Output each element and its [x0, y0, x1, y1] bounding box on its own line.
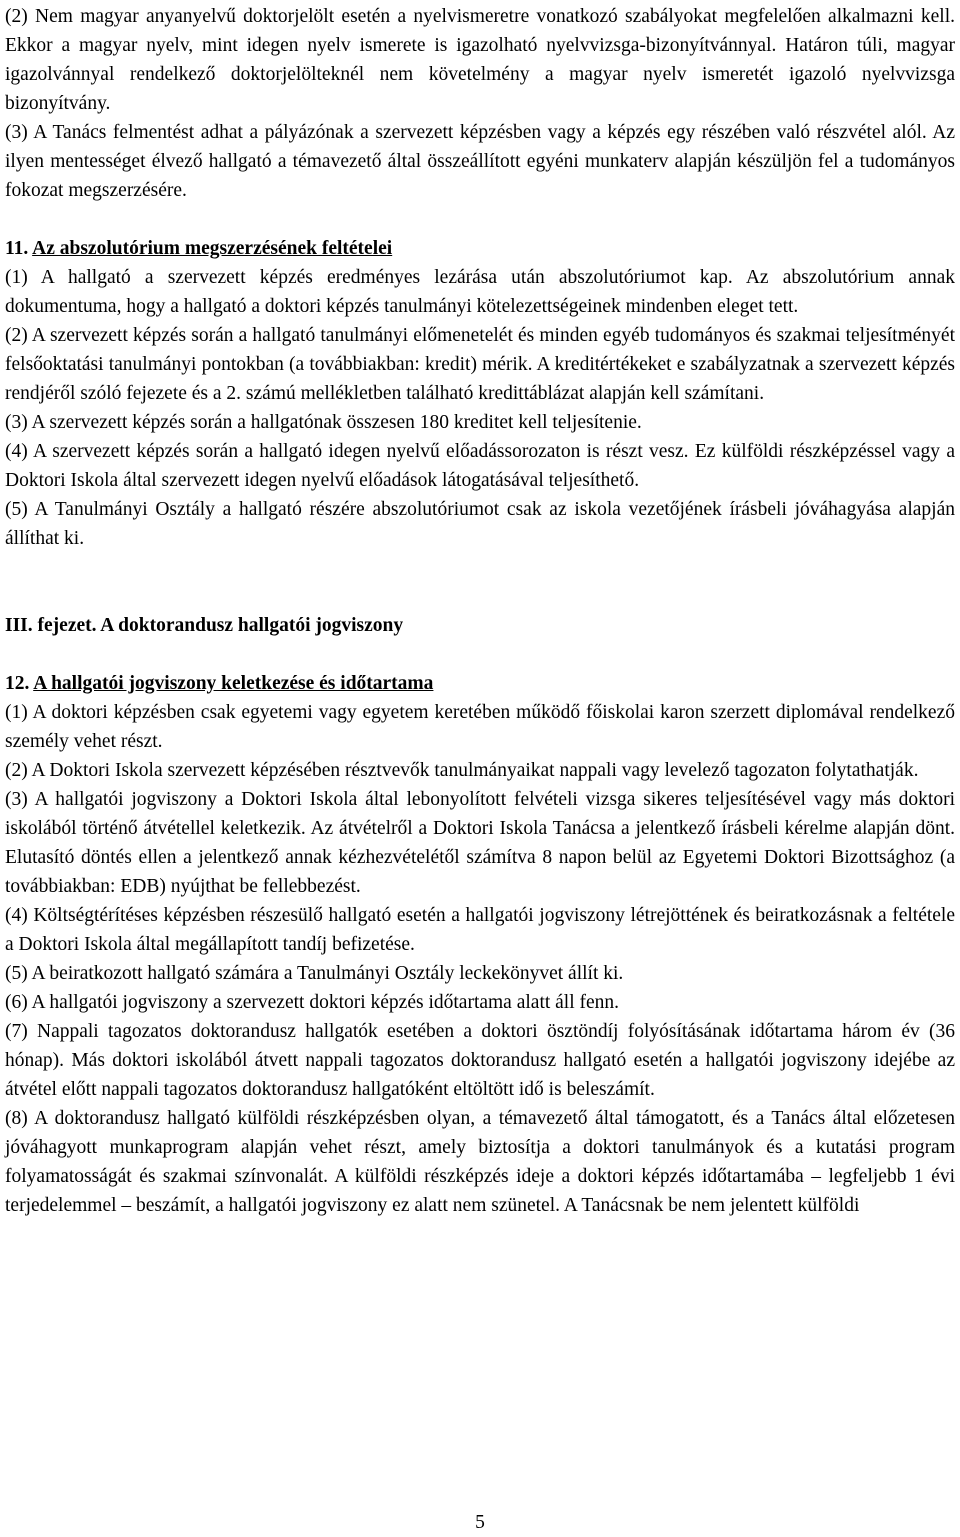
section-12-title: A hallgatói jogviszony keletkezése és időtartama: [33, 673, 434, 694]
chapter-heading: III. fejezet. A doktorandusz hallgatói jogviszony: [5, 615, 404, 636]
spacer: [5, 640, 955, 669]
section-12-paragraph-3: (3) A hallgatói jogviszony a Doktori Iskola által lebonyolított felvételi vizsga sikeres teljesítésével vagy más doktori iskolából történő átvétellel keletkezik. Az átvételről a Doktori Iskola Tanácsa a jelentkező írásbeli kérelme alapján dönt. Elutasító döntés ellen a jelentkező annak kézhezvételétől számítva 8 napon belül az Egyetemi Doktori Bizottsághoz (a továbbiakban: EDB) nyújthat be fellebbezést.: [5, 789, 955, 897]
document-page: [5, 2, 955, 1220]
section-11-heading: [5, 234, 955, 263]
section-11-number: 11.: [5, 238, 29, 259]
section-12-paragraph-7: (7) Nappali tagozatos doktorandusz hallgatók esetében a doktori ösztöndíj folyósításának időtartama három év (36 hónap). Más doktori iskolából átvett nappali tagozatos doktorandusz hallgató esetén a hallgatói jogviszony idejébe az átvétel előtt nappali tagozatos doktorandusz hallgatóként eltöltött idő is beleszámít.: [5, 1021, 955, 1100]
paragraph-language-rules: (2) Nem magyar anyanyelvű doktorjelölt esetén a nyelvismeretre vonatkozó szabályokat megfelelően alkalmazni kell. Ekkor a magyar nyelv, mint idegen nyelv ismerete is igazolható nyelvvizsga-bizonyítvánnyal. Határon túli, magyar igazolvánnyal rendelkező doktorjelölteknél nem követelmény a magyar nyelv ismeretét igazoló nyelvvizsga bizonyítvány.: [5, 6, 955, 114]
section-12-paragraph-6: (6) A hallgatói jogviszony a szervezett doktori képzés időtartama alatt áll fenn.: [5, 992, 620, 1013]
section-12-number: 12.: [5, 673, 30, 694]
section-12-paragraph-4: (4) Költségtérítéses képzésben részesülő hallgató esetén a hallgatói jogviszony létrejöttének és beiratkozásnak a feltétele a Doktori Iskola által megállapított tandíj befizetése.: [5, 905, 955, 955]
section-11-paragraph-5: (5) A Tanulmányi Osztály a hallgató részére abszolutóriumot csak az iskola vezetőjének írásbeli jóváhagyása alapján állíthat ki.: [5, 499, 955, 549]
paragraph-council-exemption: (3) A Tanács felmentést adhat a pályázónak a szervezett képzésben vagy a képzés egy részében való részvétel alól. Az ilyen mentességet élvező hallgató a témavezető által összeállított egyéni munkaterv alapján készüljön fel a tudományos fokozat megszerzésére.: [5, 122, 955, 201]
section-11-paragraph-4: (4) A szervezett képzés során a hallgató idegen nyelvű előadássorozaton is részt vesz. Ez külföldi részképzéssel vagy a Doktori Iskola által szervezett idegen nyelvű előadások látogatásával teljesíthető.: [5, 441, 955, 491]
section-11-paragraph-1: (1) A hallgató a szervezett képzés eredményes lezárása után abszolutóriumot kap. Az abszolutórium annak dokumentuma, hogy a hallgató a doktori képzés tanulmányi kötelezettségeinek mindenben eleget tett.: [5, 267, 955, 317]
page-number: 5: [475, 1512, 485, 1533]
section-12-paragraph-8: (8) A doktorandusz hallgató külföldi részképzésben olyan, a témavezető által támogatott, és a Tanács által előzetesen jóváhagyott munkaprogram alapján vehet részt, amely biztosítja a doktori tanulmányok és a kutatási program folyamatosságát és szakmai színvonalát. A külföldi részképzés ideje a doktori képzés időtartamába – legfeljebb 1 évi terjedelemmel – beszámít, a hallgatói jogviszony ez alatt nem szünetel. A Tanácsnak be nem jelentett külföldi: [5, 1108, 955, 1216]
section-11-title: Az abszolutórium megszerzésének feltételei: [32, 238, 393, 259]
section-11-paragraph-2: (2) A szervezett képzés során a hallgató tanulmányi előmenetelét és minden egyéb tudományos és szakmai teljesítményét felsőoktatási tanulmányi pontokban (a továbbiakban: kredit) mérik. A kreditértékeket e szabályzatnak a szervezett képzés rendjéről szóló fejezete és a 2. számú mellékletben található kredittáblázat alapján kell számítani.: [5, 325, 955, 404]
section-11-paragraph-3: (3) A szervezett képzés során a hallgatónak összesen 180 kreditet kell teljesítenie.: [5, 412, 642, 433]
section-12-paragraph-1: (1) A doktori képzésben csak egyetemi vagy egyetem keretében működő főiskolai karon szerzett diplomával rendelkező személy vehet részt.: [5, 702, 955, 752]
section-12-paragraph-2: (2) A Doktori Iskola szervezett képzésében résztvevők tanulmányaikat nappali vagy levelező tagozaton folytathatják.: [5, 760, 919, 781]
spacer: [5, 205, 955, 234]
section-12-heading: [5, 669, 955, 698]
section-12-paragraph-5: (5) A beiratkozott hallgató számára a Tanulmányi Osztály leckekönyvet állít ki.: [5, 963, 624, 984]
spacer: [5, 553, 955, 611]
